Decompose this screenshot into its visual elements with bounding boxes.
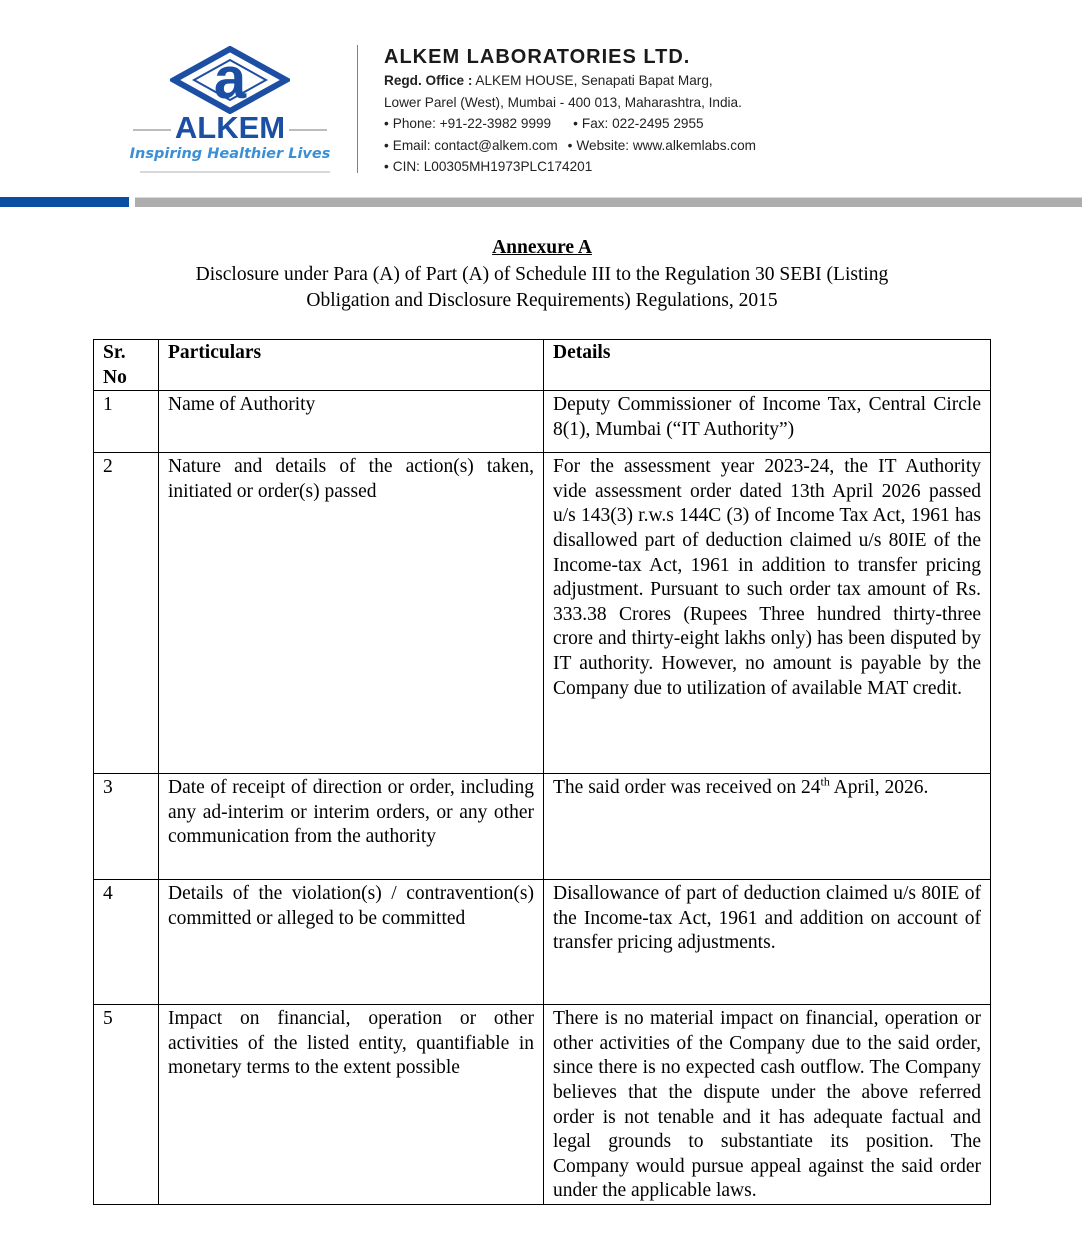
alkem-diamond-a-icon [170, 46, 290, 114]
row-particulars: Name of Authority [159, 391, 544, 453]
bullet-icon: • [384, 159, 389, 174]
regd-address-2: Lower Parel (West), Mumbai - 400 013, Maharashtra, India. [384, 94, 742, 110]
row-sr: 4 [94, 880, 159, 1005]
company-logo [120, 40, 340, 175]
header-accent-bar [0, 197, 129, 207]
row-particulars: Details of the violation(s) / contravention(s) committed or alleged to be committed [159, 880, 544, 1005]
subtitle-line-1: Disclosure under Para (A) of Part (A) of Schedule III to the Regulation 30 SEBI (Listing [195, 263, 889, 285]
header-rule-bar [135, 197, 1082, 207]
regd-address-1: ALKEM HOUSE, Senapati Bapat Marg, [475, 73, 713, 88]
table-row [94, 880, 991, 1005]
bullet-icon: • [384, 116, 389, 131]
cin: CIN: L00305MH1973PLC174201 [392, 159, 593, 174]
disclosure-table [93, 339, 991, 1205]
cin-line [384, 156, 756, 178]
fax: Fax: 022-2495 2955 [581, 116, 704, 131]
table-header-row [94, 340, 991, 391]
row-sr: 1 [94, 391, 159, 453]
document-title-block [92, 235, 992, 315]
row-sr: 3 [94, 774, 159, 880]
bullet-icon: • [573, 116, 578, 131]
row-particulars: Nature and details of the action(s) taken, initiated or order(s) passed [159, 453, 544, 774]
website: Website: www.alkemlabs.com [576, 137, 756, 153]
table-row [94, 774, 991, 880]
header-details: Details [544, 340, 991, 391]
header-divider [357, 45, 358, 173]
logo-underline [140, 171, 330, 173]
header-particulars: Particulars [159, 340, 544, 391]
phone: Phone: +91-22-3982 9999 [392, 116, 552, 131]
svg-text:a: a [213, 46, 247, 111]
regd-office-line [384, 70, 756, 92]
header-sr-no: Sr. No [94, 340, 159, 391]
table-row [94, 391, 991, 453]
company-info [384, 44, 756, 178]
email: Email: contact@alkem.com [392, 137, 558, 153]
company-name: ALKEM LABORATORIES LTD. [384, 46, 691, 68]
table-row [94, 453, 991, 774]
row-details: There is no material impact on financial, operation or other activities of the Company due to the said order, since there is no expected cash outflow. The Company believes that the dispute under the above referred order is not tenable and it has adequate factual and legal grounds to substantiate its position. The Company would pursue appeal against the said order under the applicable laws. [544, 1005, 991, 1205]
row-details: For the assessment year 2023-24, the IT Authority vide assessment order dated 13th April 2026 passed u/s 143(3) r.w.s 144C (3) of Income Tax Act, 1961 has disallowed part of deduction claimed u/s 80IE of the Income-tax Act, 1961 in addition to transfer pricing adjustment. Pursuant to such order tax amount of Rs. 333.38 Crores (Rupees Three hundred thirty-three crore and thirty-eight lakhs only) has been disputed by IT authority. However, no amount is payable by the Company due to utilization of available MAT credit. [544, 453, 991, 774]
row-sr: 5 [94, 1005, 159, 1205]
row-details: The said order was received on 24th April, 2026. [544, 774, 991, 880]
row-details: Deputy Commissioner of Income Tax, Central Circle 8(1), Mumbai (“IT Authority”) [544, 391, 991, 453]
row-particulars: Date of receipt of direction or order, including any ad-interim or interim orders, or any other communication from the authority [159, 774, 544, 880]
table-row [94, 1005, 991, 1205]
bullet-icon: • [384, 137, 389, 153]
regd-office-label: Regd. Office : [384, 73, 473, 88]
row-sr: 2 [94, 453, 159, 774]
row-details: Disallowance of part of deduction claimed u/s 80IE of the Income-tax Act, 1961 and addition on account of transfer pricing adjustments. [544, 880, 991, 1005]
bullet-icon: • [567, 137, 573, 153]
logo-tagline: Inspiring Healthier Lives [129, 146, 331, 162]
row-particulars: Impact on financial, operation or other activities of the listed entity, quantifiable in monetary terms to the extent possible [159, 1005, 544, 1205]
annexure-title: Annexure A [492, 237, 592, 258]
letterhead [0, 0, 1082, 210]
logo-wordmark: ALKEM [120, 110, 340, 146]
contact-email-web [384, 135, 756, 157]
contact-phone-fax [384, 113, 756, 135]
subtitle-line-2: Obligation and Disclosure Requirements) Regulations, 2015 [306, 290, 778, 311]
